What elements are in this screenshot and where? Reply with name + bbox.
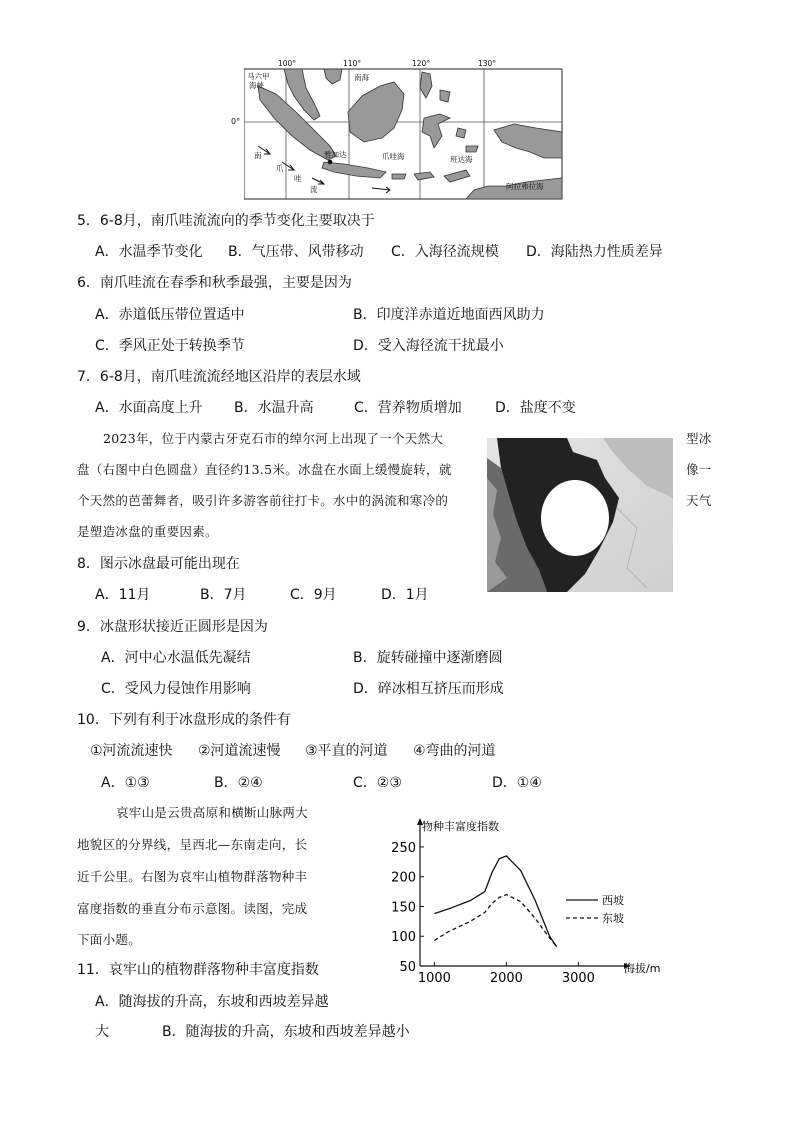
lon-130: 130° <box>478 59 497 68</box>
q5-stem: 5．6-8月，南爪哇流流向的季节变化主要取决于 <box>77 213 375 229</box>
sea-map <box>244 58 564 202</box>
series-line-east-slope <box>434 895 556 947</box>
q10-condition-1: ①河流流速快 <box>90 743 173 759</box>
q7-option-a[interactable]: A．水面高度上升 <box>95 400 203 416</box>
q5-option-a[interactable]: A．水温季节变化 <box>95 244 203 260</box>
q5-option-b[interactable]: B．气压带、风带移动 <box>228 244 364 260</box>
ice-disk-photo <box>487 438 673 592</box>
q6-option-d[interactable]: D．受入海径流干扰最小 <box>353 338 504 354</box>
ice-passage-line-2: 盘（右图中白色圆盘）直径约13.5米。冰盘在水面上缓慢旋转，就 <box>77 462 452 477</box>
ailao-passage-line-5: 下面小题。 <box>77 932 142 947</box>
q8-stem: 8．图示冰盘最可能出现在 <box>77 556 240 572</box>
q10-condition-4: ④弯曲的河道 <box>413 743 496 759</box>
y-tick-label: 250 <box>391 840 416 856</box>
ailao-passage-line-3: 近千公里。右图为哀牢山植物群落物种丰 <box>77 869 308 884</box>
q7-option-d[interactable]: D．盐度不变 <box>495 400 576 416</box>
ice-passage-fragment-3: 天气 <box>686 493 712 508</box>
q8-option-b[interactable]: B．7月 <box>200 587 247 603</box>
q9-option-d[interactable]: D．碎冰相互挤压而形成 <box>353 681 504 697</box>
q10-condition-2: ②河道流速慢 <box>198 743 281 759</box>
x-tick-label: 2000 <box>489 971 523 986</box>
ice-passage-line-4: 是塑造冰盘的重要因素。 <box>77 524 218 539</box>
y-tick-label: 150 <box>391 900 416 916</box>
x-axis-label: 海拔/m <box>624 962 661 975</box>
legend-label-0: 西坡 <box>602 894 624 907</box>
q9-stem: 9．冰盘形状接近正圆形是因为 <box>77 619 268 635</box>
q8-option-c[interactable]: C．9月 <box>290 587 337 603</box>
q5-option-c[interactable]: C．入海径流规模 <box>391 244 499 260</box>
q6-stem: 6．南爪哇流在春季和秋季最强，主要是因为 <box>77 275 352 291</box>
q10-option-a[interactable]: A．①③ <box>101 775 150 791</box>
ice-passage-line-3: 个天然的芭蕾舞者，吸引许多游客前往打卡。水中的涡流和寒冷的 <box>77 493 449 508</box>
q6-option-b[interactable]: B．印度洋赤道近地面西风助力 <box>353 307 545 323</box>
q11-option-a-line-2[interactable]: 大 <box>95 1024 109 1040</box>
lon-110: 110° <box>343 59 362 68</box>
ice-passage-line-1: 2023年，位于内蒙古牙克石市的绰尔河上出现了一个天然大 <box>103 431 444 446</box>
current-char-3: 哇 <box>294 174 302 183</box>
richness-chart <box>380 816 700 988</box>
ice-disk <box>541 480 609 556</box>
q10-option-b[interactable]: B．②④ <box>214 775 263 791</box>
lon-100: 100° <box>278 59 297 68</box>
q7-option-c[interactable]: C．营养物质增加 <box>354 400 462 416</box>
q9-option-b[interactable]: B．旋转碰撞中逐渐磨圆 <box>353 650 503 666</box>
q6-option-c[interactable]: C．季风正处于转换季节 <box>95 338 245 354</box>
series-line-west-slope <box>434 856 556 947</box>
x-tick-label: 1000 <box>417 971 451 986</box>
malacca-label-1: 马六甲 <box>247 72 270 81</box>
q6-option-a[interactable]: A．赤道低压带位置适中 <box>95 307 245 323</box>
q7-stem: 7．6-8月，南爪哇流流经地区沿岸的表层水域 <box>77 369 361 385</box>
ice-passage-fragment-1: 型冰 <box>686 431 712 446</box>
lat-label: 0° <box>231 117 241 126</box>
x-tick-label: 3000 <box>561 971 595 986</box>
banda-sea-label: 班达海 <box>450 155 473 164</box>
q7-option-b[interactable]: B．水温升高 <box>234 400 314 416</box>
current-char-4: 流 <box>310 185 318 194</box>
malacca-label-2: 海峡 <box>249 81 264 90</box>
ailao-passage-line-4: 富度指数的垂直分布示意图。读图，完成 <box>77 901 308 916</box>
q8-option-d[interactable]: D．1月 <box>381 587 429 603</box>
ailao-passage-line-1: 哀牢山是云贵高原和横断山脉两大 <box>116 805 309 820</box>
arafura-sea-label: 阿拉弗拉海 <box>506 182 544 191</box>
q10-stem: 10．下列有利于冰盘形成的条件有 <box>77 712 291 728</box>
q9-option-c[interactable]: C．受风力侵蚀作用影响 <box>101 681 251 697</box>
q5-option-d[interactable]: D．海陆热力性质差异 <box>526 244 663 260</box>
y-tick-label: 50 <box>399 960 416 975</box>
y-tick-label: 200 <box>391 870 416 886</box>
q8-option-a[interactable]: A．11月 <box>95 587 151 603</box>
q10-option-c[interactable]: C．②③ <box>353 775 402 791</box>
q10-condition-3: ③平直的河道 <box>305 743 388 759</box>
q11-option-a-line-1[interactable]: A．随海拔的升高，东坡和西坡差异越 <box>95 994 329 1010</box>
current-char-2: 爪 <box>276 164 284 173</box>
java-sea-label: 爪哇海 <box>382 152 405 161</box>
current-char-1: 南 <box>254 151 262 160</box>
q9-option-a[interactable]: A．河中心水温低先凝结 <box>101 650 251 666</box>
ailao-passage-line-2: 地貌区的分界线，呈西北—东南走向，长 <box>77 837 308 852</box>
south-sea-label: 南海 <box>354 73 369 82</box>
q11-stem: 11．哀牢山的植物群落物种丰富度指数 <box>77 962 319 978</box>
y-axis-label: 物种丰富度指数 <box>422 820 499 833</box>
ice-passage-fragment-2: 像一 <box>686 462 712 477</box>
lon-120: 120° <box>412 59 431 68</box>
legend-label-1: 东坡 <box>602 912 624 925</box>
jakarta-label: 雅加达 <box>324 150 347 159</box>
q10-option-d[interactable]: D．①④ <box>492 775 542 791</box>
q11-option-b[interactable]: B．随海拔的升高，东坡和西坡差异越小 <box>162 1024 410 1040</box>
y-tick-label: 100 <box>391 930 416 946</box>
